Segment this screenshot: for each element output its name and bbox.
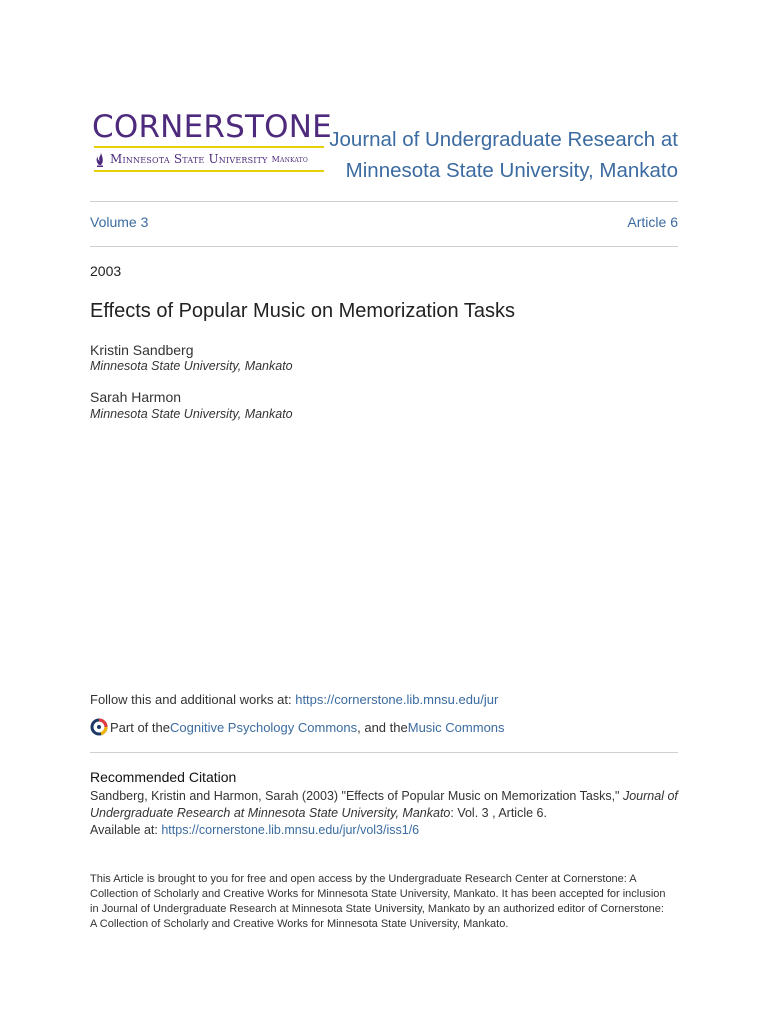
journal-title-line1[interactable]: Journal of Undergraduate Research at (329, 128, 678, 151)
journal-title-line2[interactable]: Minnesota State University, Mankato (345, 159, 678, 182)
follow-line (90, 692, 498, 707)
journal-title[interactable] (318, 124, 678, 186)
logo-sub-small: Mankato (271, 154, 308, 164)
logo-rule-bottom (94, 170, 324, 172)
network-commons-icon (90, 718, 108, 736)
citation-plain-1: Sandberg, Kristin and Harmon, Sarah (2003) "Effects of Popular Music on Memorization Tasks," (90, 789, 623, 803)
author-name: Kristin Sandberg (90, 342, 194, 358)
logo-sub-main: Minnesota State University (110, 152, 268, 166)
available-at-line (90, 823, 419, 837)
article-title: Effects of Popular Music on Memorization Tasks (90, 300, 515, 322)
citation-plain-2: : Vol. 3 , Article 6. (450, 806, 547, 820)
part-of-middle: , and the (357, 719, 408, 735)
citation-text (90, 788, 682, 822)
divider-meta (90, 246, 678, 247)
author-affiliation: Minnesota State University, Mankato (90, 359, 293, 373)
cognitive-psychology-commons-link[interactable]: Cognitive Psychology Commons (169, 719, 358, 735)
divider-citation (90, 752, 678, 753)
repository-link[interactable]: https://cornerstone.lib.mnsu.edu/jur (295, 692, 499, 707)
follow-text: Follow this and additional works at: (90, 692, 296, 707)
publication-year: 2003 (90, 263, 122, 279)
logo-wordmark: CORNERSTONE (92, 109, 332, 145)
author-name: Sarah Harmon (90, 389, 182, 405)
citation-journal: Journal of Undergraduate Research at Minnesota State University, Mankato (90, 789, 678, 820)
logo-subtitle (94, 148, 326, 170)
flame-icon (94, 150, 106, 168)
cornerstone-logo[interactable] (90, 108, 332, 172)
recommended-citation-heading: Recommended Citation (90, 769, 237, 785)
article-url-link[interactable]: https://cornerstone.lib.mnsu.edu/jur/vol3/iss1/6 (161, 823, 420, 837)
volume-link[interactable]: Volume 3 (90, 214, 149, 230)
part-of-prefix: Part of the (110, 719, 170, 735)
article-link[interactable]: Article 6 (627, 214, 678, 230)
author-affiliation: Minnesota State University, Mankato (90, 407, 293, 421)
issue-meta (90, 214, 678, 230)
divider-top (90, 201, 678, 202)
music-commons-link[interactable]: Music Commons (407, 719, 505, 735)
part-of-line (90, 718, 505, 736)
available-label: Available at: (90, 823, 162, 837)
access-notice: This Article is brought to you for free and open access by the Undergraduate Research Center at Cornerstone: A Collection of Scholarly and Creative Works for Minnesota State University, Mankato. It has been accepted for inclusion in Journal of Undergraduate Research at Minnesota State University, Mankato by an authorized editor of Cornerstone: A Collection of Scholarly and Creative Works for Minnesota State University, Mankato. (90, 873, 666, 930)
